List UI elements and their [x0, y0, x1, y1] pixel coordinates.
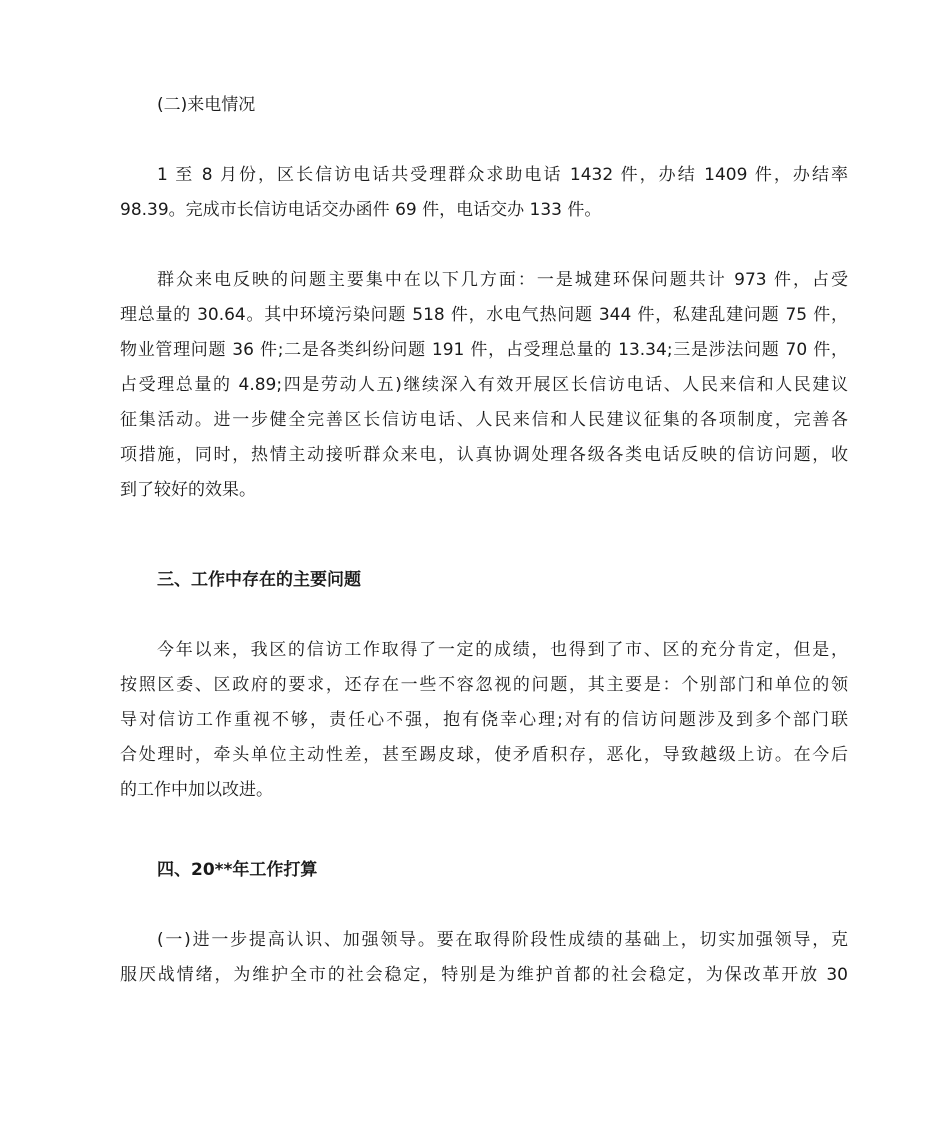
paragraph-call-issues	[120, 263, 848, 508]
paragraph-line: 理总量的 30.64。其中环境污染问题 518 件，水电气热问题 344 件，私建乱建问题 75 件，	[120, 305, 848, 325]
paragraph-line: 征集活动。进一步健全完善区长信访电话、人民来信和人民建议征集的各项制度，完善各	[120, 410, 848, 430]
paragraph-call-stats	[120, 158, 848, 228]
paragraph-line: 今年以来，我区的信访工作取得了一定的成绩，也得到了市、区的充分肯定，但是，	[157, 640, 848, 660]
paragraph-line: 按照区委、区政府的要求，还存在一些不容忽视的问题，其主要是：个别部门和单位的领	[120, 675, 848, 695]
paragraph-line: 到了较好的效果。	[120, 480, 256, 500]
paragraph-problems	[120, 633, 848, 808]
paragraph-plan	[120, 923, 848, 993]
section-heading-plan: 四、20**年工作打算	[157, 860, 318, 880]
paragraph-line: (一)进一步提高认识、加强领导。要在取得阶段性成绩的基础上，切实加强领导，克	[157, 930, 848, 950]
section-heading-problems: 三、工作中存在的主要问题	[157, 570, 361, 590]
paragraph-line: 1 至 8 月份，区长信访电话共受理群众求助电话 1432 件，办结 1409 件，办结率	[157, 165, 848, 185]
paragraph-line: 项措施，同时，热情主动接听群众来电，认真协调处理各级各类电话反映的信访问题，收	[120, 445, 848, 465]
paragraph-line: 服厌战情绪，为维护全市的社会稳定，特别是为维护首都的社会稳定，为保改革开放 30	[120, 965, 848, 985]
paragraph-line: 98.39。完成市长信访电话交办函件 69 件，电话交办 133 件。	[120, 200, 602, 220]
paragraph-line: 导对信访工作重视不够，责任心不强，抱有侥幸心理;对有的信访问题涉及到多个部门联	[120, 710, 848, 730]
paragraph-line: 物业管理问题 36 件;二是各类纠纷问题 191 件，占受理总量的 13.34;三是涉法问题 70 件，	[120, 340, 848, 360]
paragraph-line: 群众来电反映的问题主要集中在以下几方面：一是城建环保问题共计 973 件，占受	[157, 270, 848, 290]
paragraph-line: 占受理总量的 4.89;四是劳动人五)继续深入有效开展区长信访电话、人民来信和人民建议	[120, 375, 848, 395]
paragraph-line: 的工作中加以改进。	[120, 780, 273, 800]
subsection-heading-calls: (二)来电情况	[157, 95, 256, 115]
paragraph-line: 合处理时，牵头单位主动性差，甚至踢皮球，使矛盾积存，恶化，导致越级上访。在今后	[120, 745, 848, 765]
